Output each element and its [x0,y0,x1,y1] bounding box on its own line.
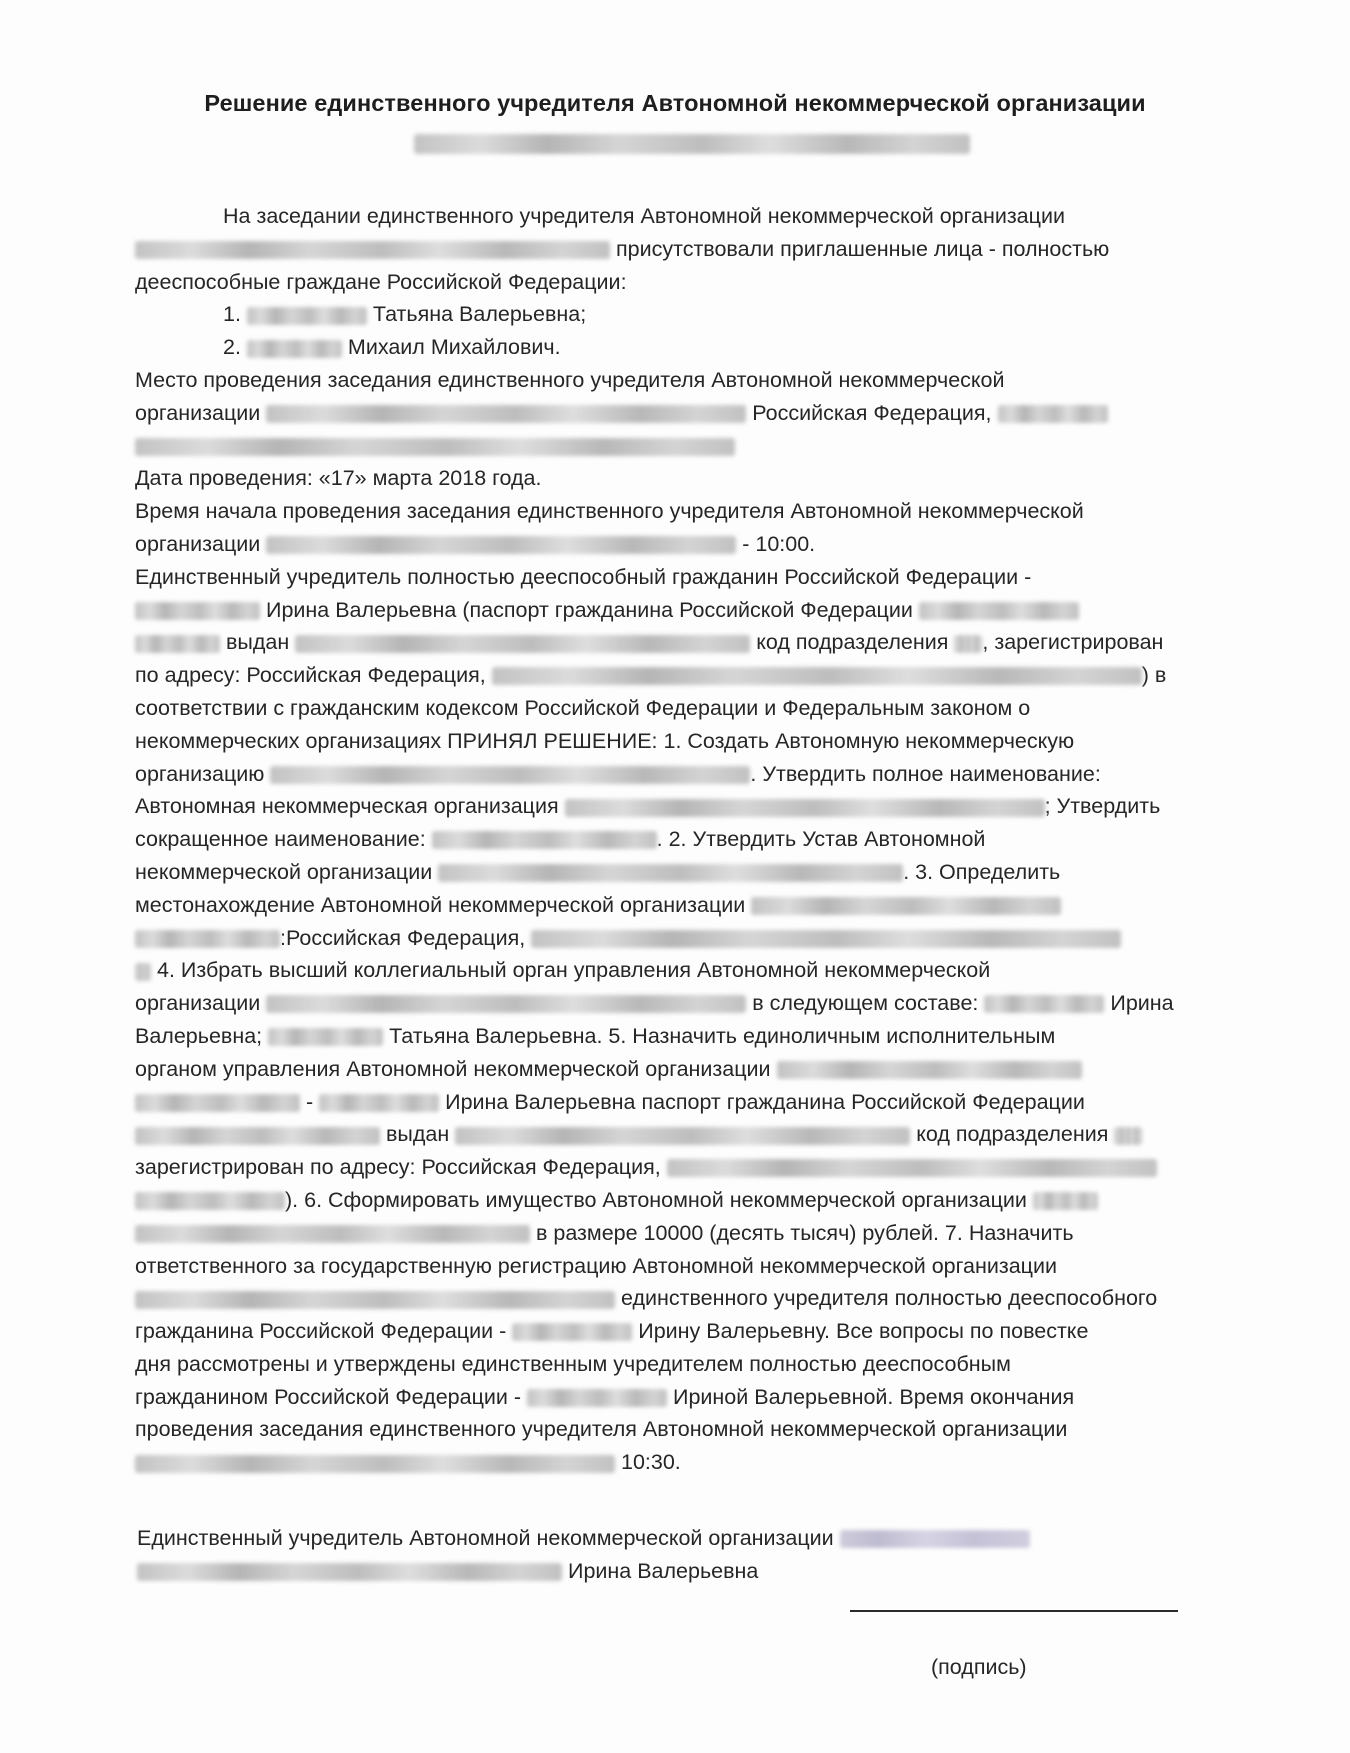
redacted-text [137,1563,562,1581]
redacted-text [135,1094,300,1112]
body-text: присутствовали приглашенные лица - полностью [615,236,1110,261]
body-text: выдан [385,1122,450,1147]
meeting-start-time: - 10:00. [742,531,816,556]
body-line [135,889,1235,922]
redacted-text [432,831,657,849]
body-text: гражданина Российской Федерации - [135,1319,507,1344]
body-line [135,1381,1235,1414]
redacted-address [492,667,1142,685]
body-text: . 2. Утвердить Устав Автономной [656,827,986,852]
redacted-surname [268,1028,383,1046]
redacted-address [135,1192,285,1210]
body-line [135,462,1235,495]
redacted-surname [984,995,1104,1013]
body-line [135,725,1235,758]
redacted-issuer [455,1127,910,1145]
body-text: дееспособные граждане Российской Федерации: [135,269,627,294]
list-number: 1. [223,302,241,327]
body-line [135,790,1235,823]
body-text: - [305,1089,314,1114]
body-text: органом управления Автономной некоммерческой организации [135,1056,771,1081]
body-line [135,987,1235,1020]
body-line [135,922,1235,955]
body-line [135,561,1235,594]
redacted-text [840,1530,1030,1548]
redacted-text [266,536,736,554]
meeting-date: Дата проведения: «17» марта 2018 года. [135,466,542,491]
redacted-text [135,1455,615,1473]
body-text: единственного учредителя полностью дееспособного [620,1286,1158,1311]
redacted-text [266,405,746,423]
redacted-passport [919,602,1079,620]
closing-text: Единственный учредитель Автономной некоммерческой организации [137,1526,834,1550]
body-text: организации [135,991,261,1016]
body-line [135,1053,1235,1086]
body-text: проведения заседания единственного учредителя Автономной некоммерческой организации [135,1417,1068,1442]
body-text: Ирина Валерьевна паспорт гражданина Российской Федерации [445,1089,1085,1114]
redacted-text [777,1061,1082,1079]
body-text: Ириной Валерьевной. Время окончания [673,1384,1075,1409]
redacted-issuer [295,635,750,653]
list-item [135,298,1235,331]
body-text: код подразделения [916,1122,1109,1147]
body-text: ответственного за государственную регистрацию Автономной некоммерческой организации [135,1253,1057,1278]
redacted-surname [527,1389,667,1407]
document-title: Решение единственного учредителя Автономной некоммерческой организации [204,90,1146,116]
redacted-text [1033,1192,1098,1210]
body-text: дня рассмотрены и утверждены единственным учредителем полностью дееспособным [135,1351,1011,1376]
body-line [135,1217,1235,1250]
body-text: ; Утвердить [1044,794,1161,819]
body-text: Автономная некоммерческая организация [135,794,559,819]
redacted-address [135,438,735,456]
redacted-text [998,405,1108,423]
redacted-address [531,930,1121,948]
body-text: по адресу: Российская Федерация, [135,663,486,688]
body-text: ). 6. Сформировать имущество Автономной некоммерческой организации [285,1187,1027,1212]
body-text: код подразделения [756,630,949,655]
redacted-text [565,799,1045,817]
redacted-surname [247,307,367,325]
body-line [135,856,1235,889]
body-text: организации [135,400,261,425]
body-text: выдан [225,630,290,655]
meeting-end-time: 10:30. [620,1450,681,1475]
redacted-text [135,1225,530,1243]
body-text: Валерьевна; [135,1023,263,1048]
body-line [135,626,1235,659]
body-line [135,954,1235,987]
body-line [135,1282,1235,1315]
redacted-passport [135,1127,380,1145]
body-line [135,1315,1235,1348]
redacted-surname [135,602,260,620]
body-text: некоммерческих организациях ПРИНЯЛ РЕШЕНИЕ: 1. Создать Автономную некоммерческую [135,728,1075,753]
redacted-passport [135,635,220,653]
list-number: 2. [223,335,241,360]
redacted-code [1114,1127,1142,1145]
body-line [135,1151,1235,1184]
body-text: в следующем составе: [752,991,979,1016]
body-text: . 3. Определить [903,859,1061,884]
redacted-text [751,897,1061,915]
body-text: Ирину Валерьевну. Все вопросы по повестке [638,1319,1089,1344]
redacted-code [954,635,982,653]
body-text: . Утвердить полное наименование: [750,761,1101,786]
body-line [135,1118,1235,1151]
body-text: организации [135,531,261,556]
redacted-text [135,930,280,948]
body-text: ) в [1141,663,1167,688]
list-item [135,331,1235,364]
redacted-text [438,864,903,882]
list-name: Михаил Михайлович. [347,335,561,360]
body-text: местонахождение Автономной некоммерческой организации [135,892,746,917]
redacted-organization-name [414,134,970,154]
body-text: соответствии с гражданским кодексом Российской Федерации и Федеральным законом о [135,695,1031,720]
body-line [135,659,1235,692]
body-line [135,1020,1235,1053]
body-line [135,200,1235,233]
body-text: Время начала проведения заседания единственного учредителя Автономной некоммерческой [135,499,1084,524]
closing-block [137,1522,1237,1588]
redacted-text [270,766,750,784]
body-text: в размере 10000 (десять тысяч) рублей. 7. Назначить [535,1220,1074,1245]
body-text: Единственный учредитель полностью дееспособный гражданин Российской Федерации - [135,564,1032,589]
body-line [135,397,1235,430]
redacted-text [135,963,151,981]
body-line [135,528,1235,561]
body-line [135,692,1235,725]
body-line [135,1250,1235,1283]
body-text: Татьяна Валерьевна. 5. Назначить единоличным исполнительным [389,1023,1056,1048]
body-line [135,1348,1235,1381]
body-line [135,495,1235,528]
redacted-surname [247,340,342,358]
body-line [135,364,1235,397]
closing-line [137,1522,1237,1555]
body-text: организацию [135,761,265,786]
list-name: Татьяна Валерьевна; [372,302,587,327]
body-text: некоммерческой организации [135,859,433,884]
body-text: гражданином Российской Федерации - [135,1384,522,1409]
body-text: Ирина [1110,991,1174,1016]
closing-line [137,1555,1237,1588]
body-text: зарегистрирован по адресу: Российская Федерация, [135,1155,661,1180]
body-text: сокращенное наименование: [135,827,426,852]
body-line [135,758,1235,791]
redacted-surname [512,1323,632,1341]
body-line [135,430,1235,463]
body-text: Ирина Валерьевна (паспорт гражданина Российской Федерации [265,597,913,622]
signatory-name: Ирина Валерьевна [567,1558,759,1583]
body-text: Российская Федерация, [752,400,992,425]
redacted-surname [319,1094,439,1112]
body-line [135,266,1235,299]
body-line [135,823,1235,856]
body-text: , зарегистрирован [982,630,1164,655]
redacted-text [135,241,610,259]
body-line [135,1446,1235,1479]
body-line [135,233,1235,266]
redacted-address [667,1159,1157,1177]
redacted-text [266,995,746,1013]
body-text: 4. Избрать высший коллегиальный орган управления Автономной некоммерческой [156,958,991,983]
body-text: :Российская Федерация, [280,925,526,950]
body-line [135,1086,1235,1119]
signature-line [850,1610,1178,1612]
body-line [135,1184,1235,1217]
body-text: Место проведения заседания единственного учредителя Автономной некоммерческой [135,367,1005,392]
signature-caption: (подпись) [931,1655,1027,1679]
body-line [135,594,1235,627]
body-text: На заседании единственного учредителя Автономной некоммерческой организации [223,204,1065,228]
body-line [135,1413,1235,1446]
document-body [135,200,1235,1479]
redacted-text [135,1291,615,1309]
